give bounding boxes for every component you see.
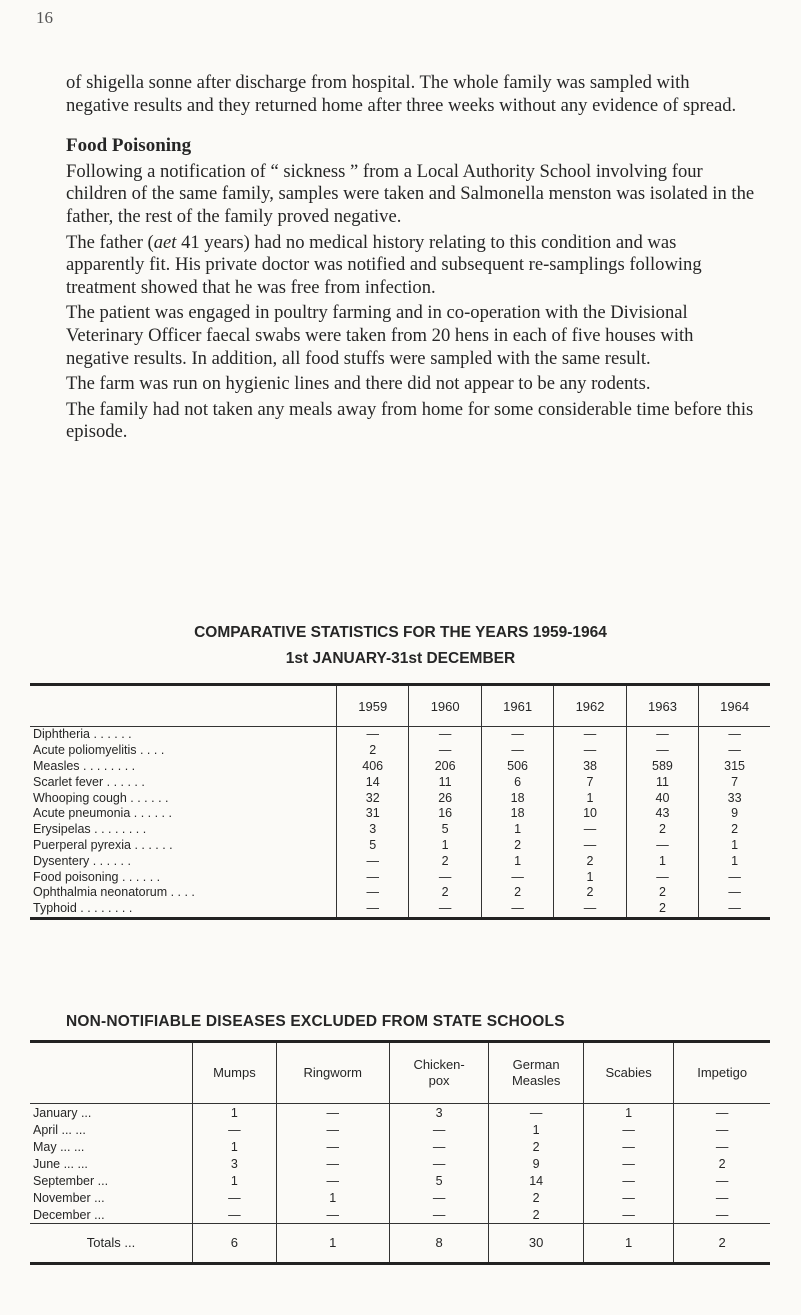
- table-cell: 3: [193, 1155, 277, 1172]
- table-cell: 38: [554, 759, 626, 775]
- table-cell: —: [337, 853, 409, 869]
- table-cell: —: [674, 1121, 770, 1138]
- table2-body: [30, 1104, 770, 1264]
- table-cell: —: [389, 1121, 489, 1138]
- table-cell: 2: [481, 885, 553, 901]
- year-header: 1963: [626, 685, 698, 727]
- table-cell: —: [583, 1172, 673, 1189]
- table-cell: —: [583, 1121, 673, 1138]
- table-row: [30, 838, 770, 854]
- table-cell: 11: [409, 774, 481, 790]
- table-cell: —: [554, 743, 626, 759]
- text-run: 41 years) had no medical history relating to this condition and was apparently fit. His private doctor was notified and subsequent re-samplings following treatment showed that he was free from infection.: [66, 231, 702, 298]
- table-cell: —: [699, 743, 770, 759]
- table-cell: 5: [337, 838, 409, 854]
- column-header: Chicken- pox: [389, 1042, 489, 1104]
- row-label: Food poisoning . . . . . .: [33, 869, 161, 884]
- totals-row: [30, 1224, 770, 1264]
- table-cell: 1: [583, 1104, 673, 1122]
- row-label: Typhoid . . . . . . . .: [33, 901, 133, 916]
- table-cell: 1: [193, 1138, 277, 1155]
- year-header: 1960: [409, 685, 481, 727]
- table-row: [30, 806, 770, 822]
- table-cell: —: [583, 1155, 673, 1172]
- table-cell: 18: [481, 790, 553, 806]
- table-cell: —: [674, 1172, 770, 1189]
- header-blank: [30, 1042, 193, 1104]
- total-cell: 2: [674, 1224, 770, 1264]
- table-row: [30, 901, 770, 918]
- table-cell: 3: [337, 822, 409, 838]
- row-label: November ...: [33, 1190, 105, 1205]
- table-cell: —: [409, 727, 481, 743]
- row-label: January ...: [33, 1105, 92, 1120]
- table-cell: 2: [626, 901, 698, 918]
- excluded-diseases-table: [30, 1040, 770, 1265]
- column-header: Impetigo: [674, 1042, 770, 1104]
- table-cell: —: [389, 1138, 489, 1155]
- table-cell: 14: [337, 774, 409, 790]
- body-text: [66, 72, 756, 447]
- italic-run: aet: [153, 231, 177, 253]
- table-cell: —: [554, 822, 626, 838]
- table-cell: —: [389, 1155, 489, 1172]
- table-cell: 26: [409, 790, 481, 806]
- column-header: Ringworm: [276, 1042, 389, 1104]
- table-cell: —: [489, 1104, 583, 1122]
- table-cell: 43: [626, 806, 698, 822]
- table-cell: 2: [626, 822, 698, 838]
- table-cell: —: [674, 1138, 770, 1155]
- table-row: [30, 790, 770, 806]
- table-cell: 2: [409, 853, 481, 869]
- table-cell: —: [276, 1206, 389, 1224]
- row-label: Diphtheria . . . . . .: [33, 727, 132, 742]
- table-cell: 2: [409, 885, 481, 901]
- table-cell: 589: [626, 759, 698, 775]
- header-blank: [30, 685, 337, 727]
- paragraph: The family had not taken any meals away from home for some considerable time before this episode.: [66, 398, 754, 443]
- paragraph: [66, 232, 756, 300]
- table-cell: 1: [626, 853, 698, 869]
- table-cell: 1: [276, 1189, 389, 1206]
- paragraph: of shigella sonne after discharge from hospital. The whole family was sampled with negative results and they returned home after three weeks without any evidence of spread.: [66, 72, 737, 116]
- table-cell: 3: [389, 1104, 489, 1122]
- row-label: Acute poliomyelitis . . . .: [33, 743, 165, 758]
- row-label: Puerperal pyrexia . . . . . .: [33, 837, 173, 852]
- table-cell: —: [276, 1172, 389, 1189]
- year-header: 1962: [554, 685, 626, 727]
- table-row: [30, 822, 770, 838]
- table-cell: 2: [554, 885, 626, 901]
- table-cell: 5: [409, 822, 481, 838]
- table-cell: —: [699, 885, 770, 901]
- table-cell: —: [389, 1206, 489, 1224]
- paragraph: The patient was engaged in poultry farming and in co-operation with the Divisional Veterinary Officer faecal swabs were taken from 20 hens in each of five houses with negative results. In addition, all food stuffs were sampled with the same result.: [66, 302, 694, 369]
- table-cell: 1: [699, 838, 770, 854]
- table-cell: 206: [409, 759, 481, 775]
- row-label: May ... ...: [33, 1139, 85, 1154]
- table-cell: 1: [409, 838, 481, 854]
- table-cell: —: [409, 869, 481, 885]
- table-row: [30, 1155, 770, 1172]
- table-cell: 1: [699, 853, 770, 869]
- table-row: [30, 853, 770, 869]
- table-cell: 1: [481, 822, 553, 838]
- column-header: Mumps: [193, 1042, 277, 1104]
- page-number: 16: [36, 8, 53, 27]
- table-cell: —: [626, 743, 698, 759]
- table-row: [30, 759, 770, 775]
- row-label: June ... ...: [33, 1156, 88, 1171]
- table-cell: 31: [337, 806, 409, 822]
- row-label: Erysipelas . . . . . . . .: [33, 822, 147, 837]
- table-cell: 1: [193, 1104, 277, 1122]
- table-cell: 2: [481, 838, 553, 854]
- table-cell: —: [481, 743, 553, 759]
- table-cell: —: [276, 1138, 389, 1155]
- table-cell: —: [481, 869, 553, 885]
- table-cell: 5: [389, 1172, 489, 1189]
- column-header: Scabies: [583, 1042, 673, 1104]
- table-cell: —: [699, 869, 770, 885]
- table-cell: 40: [626, 790, 698, 806]
- table-row: [30, 743, 770, 759]
- table-cell: 2: [626, 885, 698, 901]
- table-cell: —: [583, 1138, 673, 1155]
- table-cell: 32: [337, 790, 409, 806]
- table-cell: 1: [554, 869, 626, 885]
- table-cell: 10: [554, 806, 626, 822]
- comparative-statistics-table: [30, 683, 770, 920]
- table-cell: 18: [481, 806, 553, 822]
- section-heading: Food Poisoning: [66, 135, 192, 157]
- total-cell: 1: [276, 1224, 389, 1264]
- column-header: German Measles: [489, 1042, 583, 1104]
- table1-body: [30, 727, 770, 919]
- table-cell: —: [409, 901, 481, 918]
- table-cell: 506: [481, 759, 553, 775]
- table-cell: —: [481, 727, 553, 743]
- table-cell: 33: [699, 790, 770, 806]
- table1-title: COMPARATIVE STATISTICS FOR THE YEARS 1959-1964: [194, 624, 607, 641]
- row-label: April ... ...: [33, 1122, 86, 1137]
- table-cell: —: [674, 1104, 770, 1122]
- table-cell: —: [337, 869, 409, 885]
- table-row: [30, 1206, 770, 1224]
- table-row: [30, 885, 770, 901]
- table-row: [30, 1121, 770, 1138]
- year-header: 1961: [481, 685, 553, 727]
- table-cell: —: [389, 1189, 489, 1206]
- table-cell: —: [193, 1206, 277, 1224]
- table-cell: —: [674, 1189, 770, 1206]
- table-cell: —: [626, 869, 698, 885]
- row-label: Whooping cough . . . . . .: [33, 790, 169, 805]
- table-cell: 1: [193, 1172, 277, 1189]
- table-cell: 1: [554, 790, 626, 806]
- table-cell: —: [583, 1206, 673, 1224]
- table-row: [30, 1172, 770, 1189]
- table-cell: —: [409, 743, 481, 759]
- year-header: 1959: [337, 685, 409, 727]
- row-label: Measles . . . . . . . .: [33, 758, 136, 773]
- table-cell: —: [626, 727, 698, 743]
- table-cell: 2: [699, 822, 770, 838]
- table-cell: —: [193, 1121, 277, 1138]
- table-cell: —: [276, 1104, 389, 1122]
- table2-title: NON-NOTIFIABLE DISEASES EXCLUDED FROM STATE SCHOOLS: [66, 1013, 565, 1030]
- table-cell: 2: [674, 1155, 770, 1172]
- table-row: [30, 1138, 770, 1155]
- table-cell: —: [554, 727, 626, 743]
- row-label: Acute pneumonia . . . . . .: [33, 806, 172, 821]
- total-cell: 6: [193, 1224, 277, 1264]
- table-cell: 7: [554, 774, 626, 790]
- table-cell: 1: [481, 853, 553, 869]
- table-row: [30, 774, 770, 790]
- table1-subtitle: 1st JANUARY-31st DECEMBER: [285, 650, 516, 667]
- table-cell: —: [337, 727, 409, 743]
- table-cell: 6: [481, 774, 553, 790]
- table-cell: —: [481, 901, 553, 918]
- table-cell: —: [554, 901, 626, 918]
- text-run: The father (: [66, 231, 154, 253]
- table-row: [30, 1104, 770, 1122]
- table-cell: 7: [699, 774, 770, 790]
- table-cell: 11: [626, 774, 698, 790]
- row-label: September ...: [33, 1173, 109, 1188]
- table-row: [30, 1189, 770, 1206]
- table-row: [30, 727, 770, 743]
- paragraph: Following a notification of “ sickness ” from a Local Authority School involving four children of the same family, samples were taken and Salmonella menston was isolated in the father, the rest of the family proved negative.: [66, 160, 755, 227]
- total-cell: 1: [583, 1224, 673, 1264]
- table-cell: —: [583, 1189, 673, 1206]
- totals-label: Totals ...: [30, 1224, 193, 1264]
- table-cell: 2: [489, 1189, 583, 1206]
- table-row: [30, 869, 770, 885]
- row-label: December ...: [33, 1207, 105, 1222]
- table-cell: 9: [489, 1155, 583, 1172]
- table-cell: 1: [489, 1121, 583, 1138]
- paragraph: The farm was run on hygienic lines and there did not appear to be any rodents.: [66, 373, 651, 395]
- table-cell: —: [554, 838, 626, 854]
- table-cell: —: [337, 885, 409, 901]
- table-cell: 14: [489, 1172, 583, 1189]
- table-cell: —: [276, 1121, 389, 1138]
- table-cell: 2: [337, 743, 409, 759]
- table-cell: 2: [489, 1206, 583, 1224]
- table-cell: 315: [699, 759, 770, 775]
- table-cell: 2: [554, 853, 626, 869]
- table-cell: —: [337, 901, 409, 918]
- row-label: Ophthalmia neonatorum . . . .: [33, 885, 195, 900]
- total-cell: 30: [489, 1224, 583, 1264]
- table-cell: —: [699, 727, 770, 743]
- table-cell: —: [276, 1155, 389, 1172]
- table-cell: —: [699, 901, 770, 918]
- row-label: Scarlet fever . . . . . .: [33, 774, 145, 789]
- table-cell: 2: [489, 1138, 583, 1155]
- table-cell: —: [626, 838, 698, 854]
- table-cell: 9: [699, 806, 770, 822]
- row-label: Dysentery . . . . . .: [33, 853, 131, 868]
- year-header: 1964: [699, 685, 770, 727]
- table-cell: 406: [337, 759, 409, 775]
- table-cell: —: [674, 1206, 770, 1224]
- total-cell: 8: [389, 1224, 489, 1264]
- table-cell: 16: [409, 806, 481, 822]
- table-cell: —: [193, 1189, 277, 1206]
